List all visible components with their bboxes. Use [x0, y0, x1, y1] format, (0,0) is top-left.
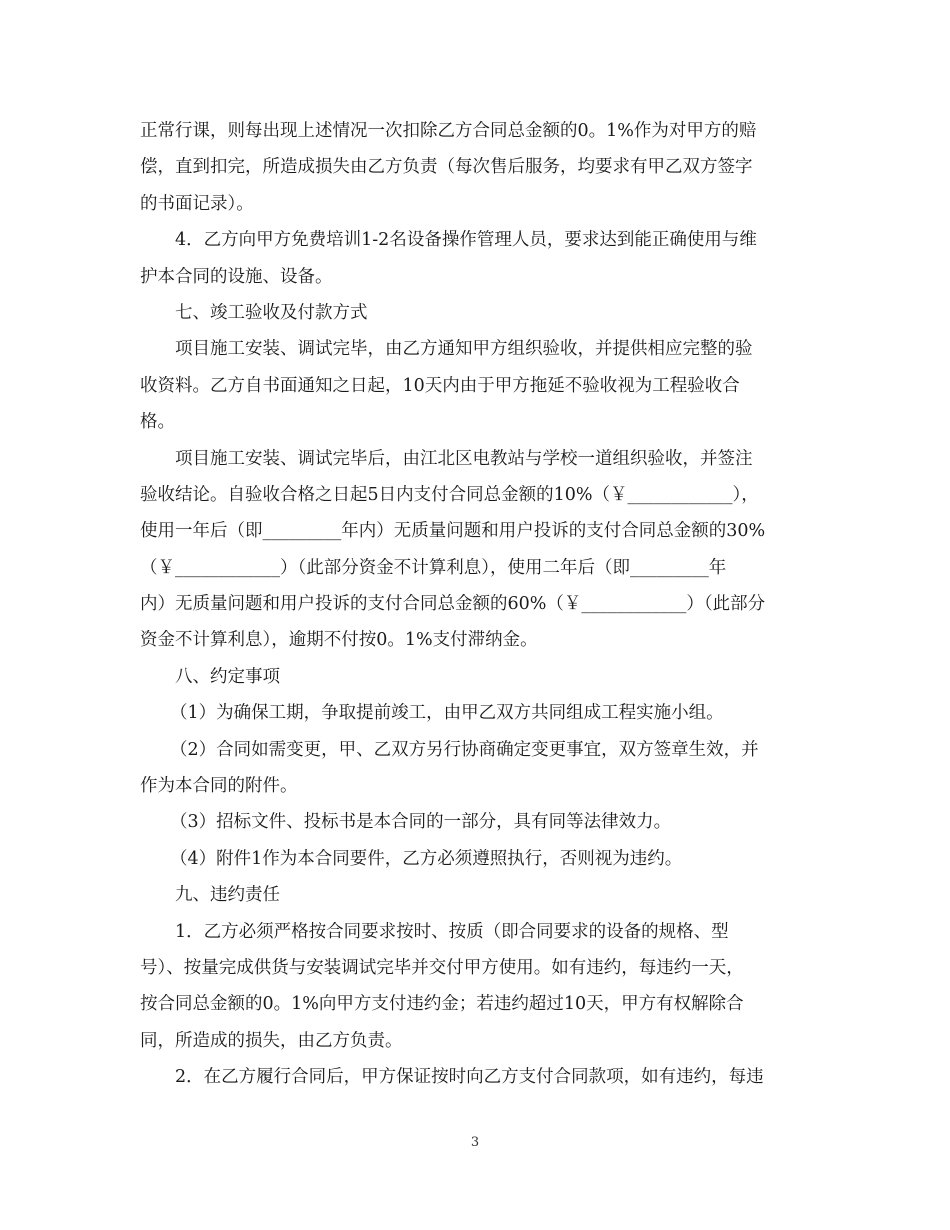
body-line: 按合同总金额的0。1%向甲方支付违约金；若违约超过10天，甲方有权解除合: [140, 994, 744, 1015]
liability-clause-1: 1．乙方必须严格按合同要求按时、按质（即合同要求的设备的规格、型: [175, 921, 729, 942]
body-line: 正常行课，则每出现上述情况一次扣除乙方合同总金额的0。1%作为对甲方的赔: [140, 121, 757, 141]
body-line: 收资料。乙方自书面通知之日起，10天内由于甲方拖延不验收视为工程验收合: [140, 375, 740, 396]
body-line: 作为本合同的附件。: [140, 776, 298, 797]
section-heading-8: 八、约定事项: [175, 666, 280, 687]
agreement-item-2: （2）合同如需变更，甲、乙双方另行协商确定变更事宜，双方签章生效，并: [170, 739, 759, 760]
body-line: 格。: [140, 412, 175, 433]
body-line: 偿，直到扣完，所造成损失由乙方负责（每次售后服务，均要求有甲乙双方签字: [140, 157, 753, 178]
page-number: 3: [470, 1135, 480, 1150]
paragraph-start: 项目施工安装、调试完毕，由乙方通知甲方组织验收，并提供相应完整的验: [175, 339, 753, 360]
section-heading-7: 七、竣工验收及付款方式: [175, 302, 368, 323]
body-line: 护本合同的设施、设备。: [140, 266, 333, 287]
body-line: 资金不计算利息），逾期不付按0。1%支付滞纳金。: [140, 630, 538, 651]
body-line: 内）无质量问题和用户投诉的支付合同总金额的60%（￥____________）（此部分: [140, 594, 766, 615]
body-line: 使用一年后（即_________年内）无质量问题和用户投诉的支付合同总金额的30%: [140, 521, 766, 542]
document-body: [140, 113, 812, 1096]
liability-clause-2: 2．在乙方履行合同后，甲方保证按时向乙方支付合同款项，如有违约，每违: [175, 1067, 764, 1088]
section-heading-9: 九、违约责任: [175, 885, 280, 906]
body-line: 号）、按量完成供货与安装调试完毕并交付甲方使用。如有违约，每违约一天，: [140, 957, 744, 978]
agreement-item-4: （4）附件1作为本合同要件，乙方必须遵照执行，否则视为违约。: [170, 848, 683, 869]
body-line: 的书面记录）。: [140, 193, 254, 214]
paragraph-start: 项目施工安装、调试完毕后，由江北区电教站与学校一道组织验收，并签注: [175, 448, 753, 469]
body-line: 同，所造成的损失，由乙方负责。: [140, 1030, 403, 1051]
clause-4-start: 4．乙方向甲方免费培训1-2名设备操作管理人员，要求达到能正确使用与维: [175, 230, 757, 251]
agreement-item-3: （3）招标文件、投标书是本合同的一部分，具有同等法律效力。: [170, 812, 672, 833]
body-line: 验收结论。自验收合格之日起5日内支付合同总金额的10%（￥____________），: [140, 484, 759, 505]
body-line: （￥____________）（此部分资金不计算利息），使用二年后（即_________年: [140, 557, 727, 578]
agreement-item-1: （1）为确保工期，争取提前竣工，由甲乙双方共同组成工程实施小组。: [170, 703, 724, 724]
